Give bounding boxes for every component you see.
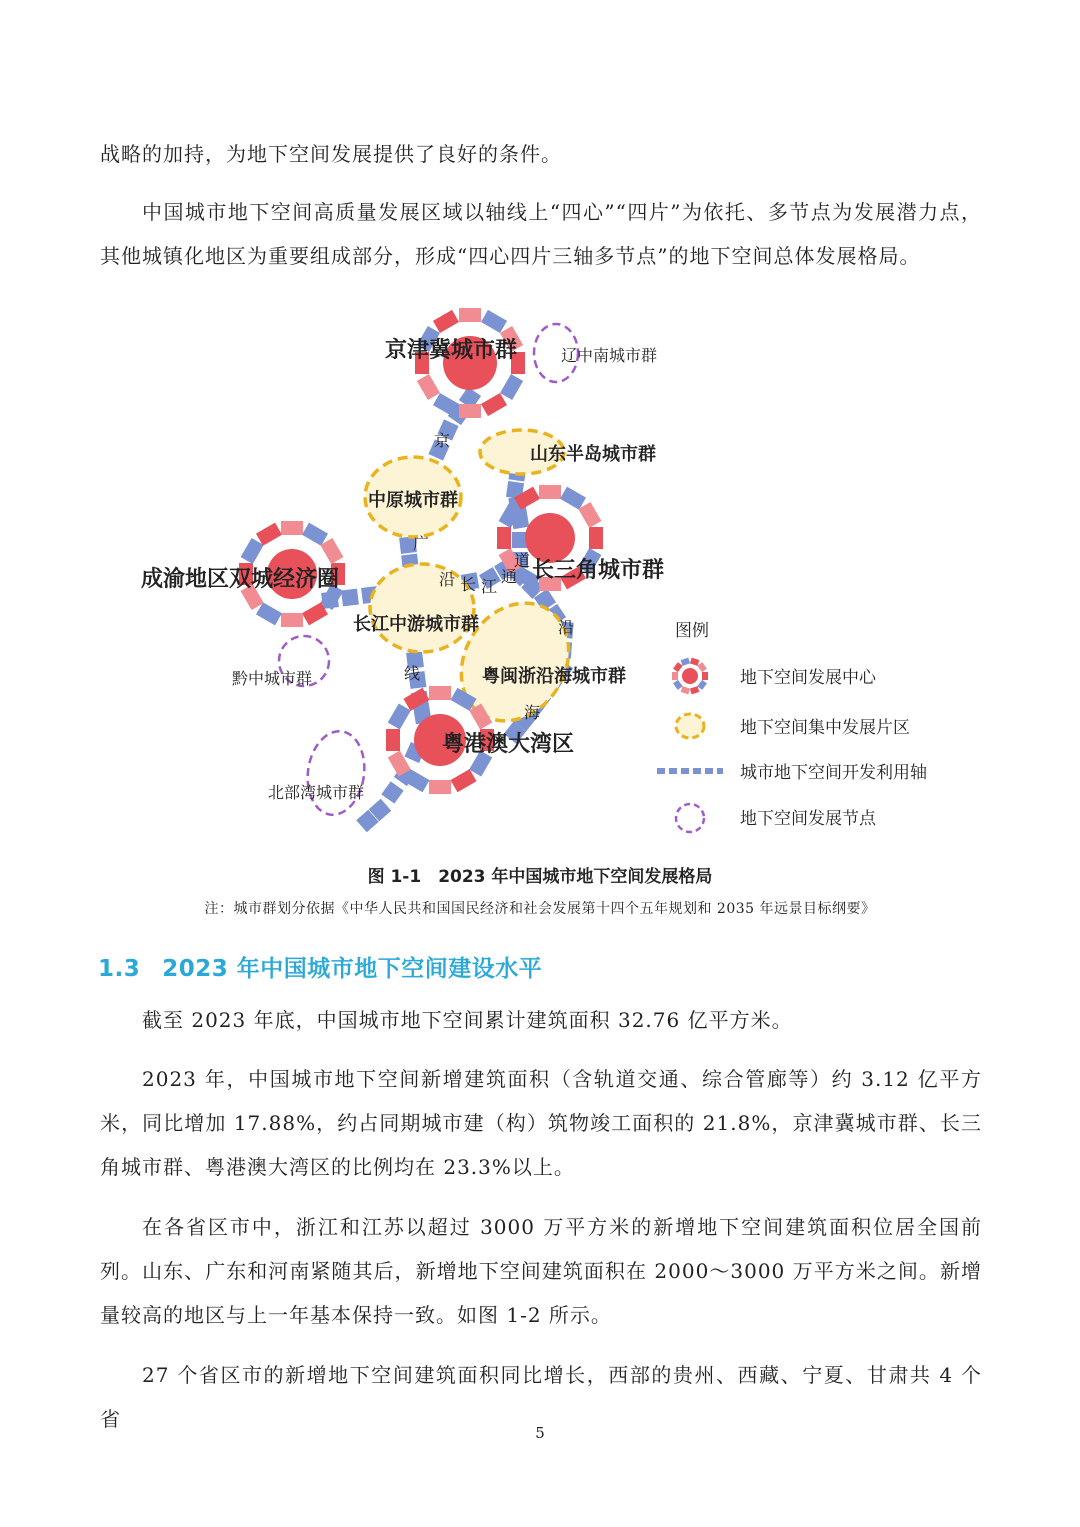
center-ring-dash — [429, 780, 451, 794]
axis-char-hai: 海 — [524, 703, 541, 722]
axis-char-jiang: 江 — [481, 577, 498, 596]
center-ring-dash — [497, 527, 511, 549]
center-ring-dash — [539, 485, 561, 499]
center-ring-dash — [578, 502, 601, 528]
center-ring-dash — [672, 672, 678, 680]
center-core — [682, 668, 698, 684]
center-ring-dash — [481, 393, 507, 416]
label-qianzhong: 黔中城市群 — [232, 669, 313, 688]
center-ring-dash — [388, 703, 411, 729]
center-core — [525, 513, 575, 563]
label-beibuwan: 北部湾城市群 — [268, 783, 365, 802]
axis-char-dao: 道 — [514, 551, 531, 570]
center-ring-dash — [281, 521, 303, 535]
body-paragraph-1: 截至 2023 年底，中国城市地下空间累计建筑面积 32.76 亿平方米。 — [142, 1008, 793, 1032]
label-liaozhongnan: 辽中南城市群 — [561, 346, 658, 365]
legend-axis-label: 城市地下空间开发利用轴 — [740, 763, 927, 783]
center-ring-dash — [560, 487, 586, 510]
page-number: 5 — [535, 1424, 545, 1442]
label-chengyu: 成渝地区双城经济圈 — [141, 567, 340, 592]
figure-note: 注：城市群划分依据《中华人民共和国国民经济和社会发展第十四个五年规划和 2035 年远景目标纲要》 — [204, 901, 876, 917]
body-paragraph-3: 在各省区市中，浙江和江苏以超过 3000 万平方米的新增地下空间建筑面积位居全国前列。山东、广东和河南紧随其后，新增地下空间建筑面积在 2000～3000 万平方米之间。新增量较高的地区与上一年基本保持一致。如图 1-2 所示。 — [100, 1215, 982, 1327]
label-jingjinji: 京津冀城市群 — [385, 338, 518, 363]
center-ring-dash — [481, 310, 507, 333]
label-shandong: 山东半岛城市群 — [530, 444, 656, 465]
center-ring-dash — [459, 308, 481, 322]
center-ring-dash — [697, 680, 707, 690]
center-ring-dash — [256, 523, 282, 546]
center-ring-dash — [690, 658, 699, 666]
legend-center-label: 地下空间发展中心 — [740, 668, 876, 688]
center-ring-dash — [241, 538, 264, 564]
center-ring-dash — [417, 374, 440, 400]
center-ring-dash — [702, 672, 708, 680]
center-ring-dash — [673, 662, 683, 672]
legend-zone-icon — [676, 714, 704, 738]
axis-char-yan1: 沿 — [439, 570, 456, 589]
center-ring-dash — [589, 527, 603, 549]
legend — [657, 621, 927, 832]
center-ring-dash — [681, 686, 690, 694]
center-ring-dash — [500, 374, 523, 400]
intro-paragraph-1: 战略的加持，为地下空间发展提供了良好的条件。 — [100, 142, 562, 166]
legend-title: 图例 — [675, 621, 709, 641]
legend-center-shape — [672, 658, 708, 695]
legend-center-icon — [672, 658, 708, 695]
center-ring-dash — [450, 769, 476, 792]
label-coastal: 粤闽浙沿海城市群 — [482, 666, 626, 687]
center-ring-dash — [256, 602, 282, 625]
center-ring-dash — [429, 686, 451, 700]
axis-char-jing: 京 — [434, 431, 451, 450]
center-ring-dash — [281, 613, 303, 627]
figure-caption: 图 1-1 2023 年中国城市地下空间发展格局 — [367, 867, 713, 887]
label-yuegangao: 粤港澳大湾区 — [442, 732, 575, 757]
center-ring-dash — [681, 658, 690, 666]
center-ring-dash — [320, 538, 343, 564]
label-changsanjiao: 长三角城市群 — [532, 558, 665, 583]
legend-zone-label: 地下空间集中发展片区 — [740, 718, 910, 738]
development-pattern-map — [0, 300, 1080, 860]
center-ring-dash — [433, 310, 459, 333]
intro-paragraph-2: 中国城市地下空间高质量发展区域以轴线上“四心”“四片”为依托、多节点为发展潜力点，其他城镇化地区为重要组成部分，形成“四心四片三轴多节点”的地下空间总体发展格局。 — [100, 200, 982, 268]
axis-char-tong: 通 — [501, 567, 518, 586]
legend-node-icon — [676, 804, 704, 832]
label-zhongyuan: 中原城市群 — [368, 490, 458, 511]
section-title: 2023 年中国城市地下空间建设水平 — [162, 956, 543, 982]
zone-changjiang-middle — [370, 564, 477, 652]
center-ring-dash — [386, 729, 400, 751]
center-ring-dash — [697, 662, 707, 672]
axis-char-guang: 广 — [413, 534, 430, 553]
center-ring-dash — [302, 523, 328, 546]
body-paragraph-4: 27 个省区市的新增地下空间建筑面积同比增长，西部的贵州、西藏、宁夏、甘肃共 4 个省 — [100, 1363, 982, 1431]
body-paragraph-2: 2023 年，中国城市地下空间新增建筑面积（含轨道交通、综合管廊等）约 3.12 亿平方米，同比增加 17.88%，约占同期城市建（构）筑物竣工面积的 21.8%，京津冀城市群、长三角城市群、粤港澳大湾区的比例均在 23.3%以上。 — [100, 1067, 982, 1179]
node-beibuwan — [302, 728, 369, 819]
legend-node-label: 地下空间发展节点 — [740, 809, 876, 829]
center-ring-dash — [690, 686, 699, 694]
axis-char-xian: 线 — [404, 664, 421, 683]
axis-char-chang: 长 — [460, 575, 477, 594]
axis-char-yan2: 沿 — [558, 618, 575, 637]
section-heading — [98, 950, 542, 983]
section-number: 1.3 — [98, 956, 141, 982]
axis-segment — [341, 589, 359, 607]
center-ring-dash — [673, 680, 683, 690]
label-changjiang-middle: 长江中游城市群 — [353, 614, 479, 635]
axis-segment — [381, 781, 403, 803]
center-ring-dash — [459, 404, 481, 418]
